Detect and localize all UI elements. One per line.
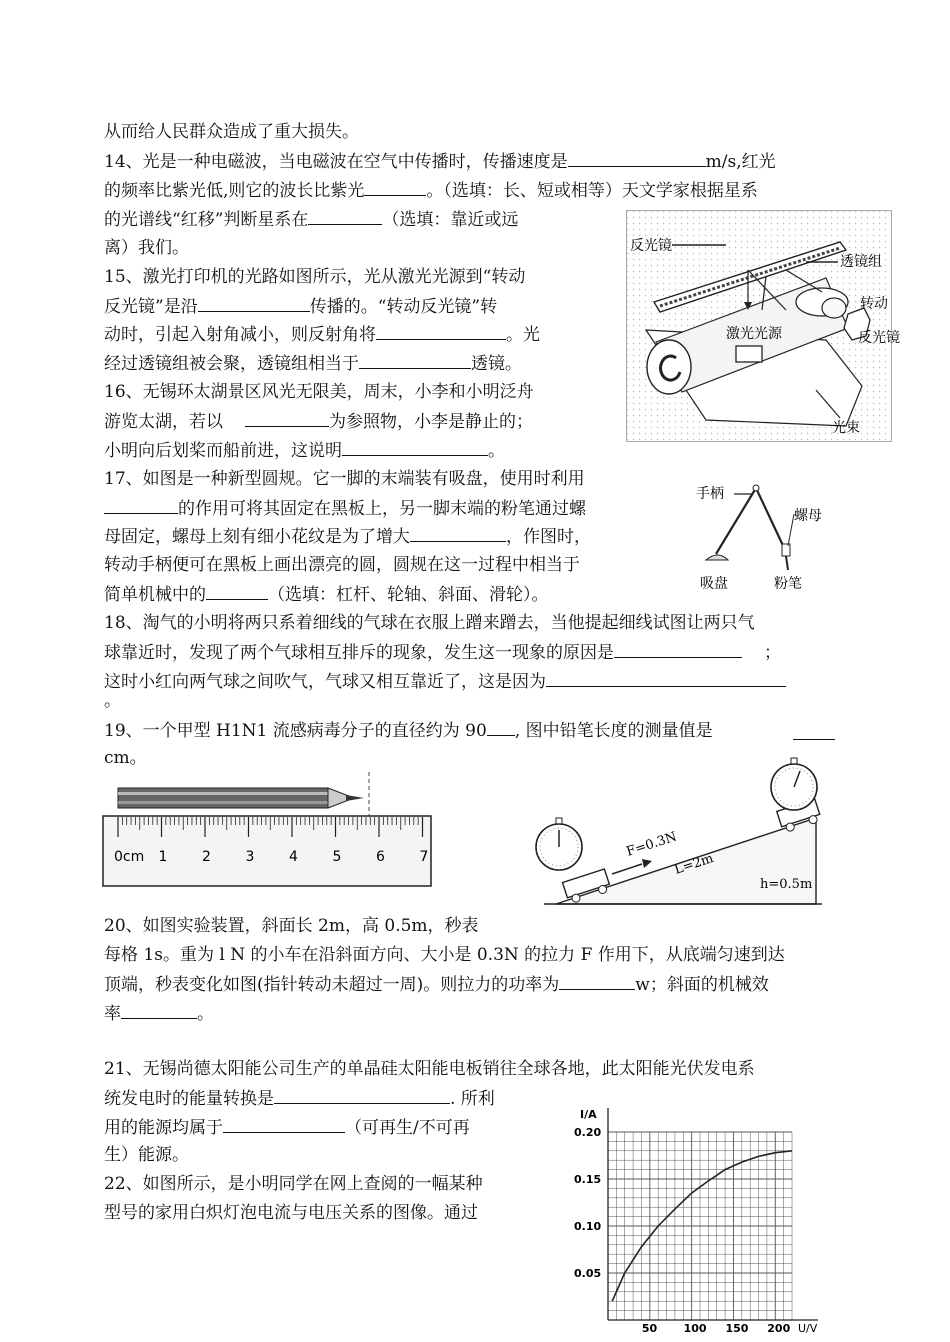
label-reflector: 反光镜 — [630, 238, 672, 254]
ruler-tick-label: 5 — [332, 849, 342, 865]
answer-blank[interactable] — [376, 323, 506, 340]
text-line: 经过透镜组被会聚，透镜组相当于 透镜。 — [104, 354, 522, 374]
answer-blank[interactable] — [364, 179, 426, 196]
ruler-tick-label: 6 — [376, 849, 385, 865]
answer-blank[interactable] — [546, 670, 786, 687]
iu-chart — [560, 1102, 822, 1334]
answer-blank[interactable] — [274, 1087, 450, 1104]
x-axis-label: U/V — [798, 1322, 818, 1335]
answer-blank[interactable] — [121, 1002, 197, 1019]
question-19: 19、一个甲型 H1N1 流感病毒分子的直径约为 90 , 图中铅笔长度的测量值是 — [104, 721, 713, 741]
compass-figure — [690, 480, 840, 592]
text-line: 反光镜”是沿 传播的。“转动反光镜”转 — [104, 297, 498, 317]
text-line: 游览太湖，若以 为参照物，小李是静止的； — [104, 412, 533, 432]
y-tick-label: 0.10 — [574, 1220, 602, 1233]
y-tick-label: 0.05 — [574, 1267, 602, 1280]
ruler-tick-label: 3 — [245, 849, 255, 865]
answer-blank[interactable] — [487, 719, 515, 736]
answer-blank[interactable] — [104, 497, 178, 514]
x-tick-label: 150 — [725, 1322, 749, 1335]
question-15: 15、激光打印机的光路如图所示，光从激光光源到“转动 — [104, 267, 526, 287]
answer-blank[interactable] — [198, 295, 310, 312]
text-line: 从而给人民群众造成了重大损失。 — [104, 122, 359, 142]
incline-figure — [524, 756, 824, 916]
text-line: 简单机械中的 （选填：杠杆、轮轴、斜面、滑轮）。 — [104, 585, 549, 605]
text-line: 这时小红向两气球之间吹气，气球又相互靠近了，这是因为 — [104, 670, 786, 693]
drum-end — [647, 340, 691, 394]
x-tick-label: 100 — [683, 1322, 707, 1335]
text-line: 率 。 — [104, 1004, 214, 1024]
question-22: 22、如图所示，是小明同学在网上查阅的一幅某种 — [104, 1174, 483, 1194]
answer-blank[interactable] — [206, 583, 268, 600]
label-laser-source: 激光光源 — [726, 326, 782, 342]
y-axis-label: I/A — [580, 1108, 597, 1121]
answer-blank[interactable] — [342, 439, 488, 456]
chalk — [786, 556, 788, 570]
nut — [782, 544, 790, 556]
sucker — [706, 555, 728, 560]
ruler-tick-label: 4 — [289, 849, 298, 865]
answer-blank[interactable] — [308, 208, 382, 225]
label-nut: 螺母 — [794, 508, 822, 524]
y-tick-label: 0.20 — [574, 1126, 602, 1139]
label-rotate-reflector: 反光镜 — [858, 330, 900, 346]
laser-source — [736, 346, 762, 362]
x-tick-label: 50 — [641, 1322, 658, 1335]
stopwatch-end — [771, 758, 817, 810]
label-height: h=0.5m — [760, 877, 813, 892]
text-line: 转动手柄便可在黑板上画出漂亮的圆，圆规在这一过程中相当于 — [104, 555, 580, 575]
label-chalk: 粉笔 — [774, 576, 802, 592]
pencil-body — [118, 788, 328, 808]
label-length: L=2m — [672, 851, 716, 878]
pencil-ruler-figure — [102, 768, 434, 888]
answer-blank[interactable] — [793, 723, 835, 740]
stopwatch-start — [536, 818, 582, 870]
question-18: 18、淘气的小明将两只系着细线的气球在衣服上蹭来蹭去，当他提起细线试图让两只气 — [104, 613, 755, 633]
label-force: F=0.3N — [624, 829, 679, 860]
text-line: 的频率比紫光低,则它的波长比紫光 。（选填：长、短或相等）天文学家根据星系 — [104, 181, 758, 201]
text-line: 离）我们。 — [104, 238, 189, 258]
label-rotate: 转动 — [860, 296, 888, 312]
chart-grid — [608, 1132, 792, 1320]
label-sucker: 吸盘 — [700, 576, 728, 592]
text-line: 小明向后划桨而船前进，这说明 。 — [104, 441, 505, 461]
question-17: 17、如图是一种新型圆规。它一脚的末端装有吸盘，使用时利用 — [104, 469, 585, 489]
question-21: 21、无锡尚德太阳能公司生产的单晶硅太阳能电板销往全球各地，此太阳能光伏发电系 — [104, 1059, 755, 1079]
text-line: 的作用可将其固定在黑板上，另一脚末端的粉笔通过螺 — [104, 497, 586, 520]
label-handle: 手柄 — [696, 486, 724, 502]
text-line: 统发电时的能量转换是 . 所利 — [104, 1089, 495, 1109]
x-tick-label: 200 — [767, 1322, 791, 1335]
label-beam: 光束 — [832, 420, 860, 436]
answer-blank[interactable] — [245, 410, 329, 427]
text-line: 顶端，秒表变化如图(指针转动未超过一周)。则拉力的功率为 w；斜面的机械效 — [104, 975, 769, 995]
text-line: 生）能源。 — [104, 1145, 189, 1165]
text-line: 每格 1s。重为 l N 的小车在沿斜面方向、大小是 0.3N 的拉力 F 作用下，从底端匀速到达 — [104, 945, 785, 965]
text-line: 用的能源均属于 （可再生/不可再 — [104, 1118, 470, 1138]
ruler-tick-label: 1 — [158, 849, 168, 865]
force-arrow — [612, 864, 642, 874]
text-line: 动时，引起入射角减小，则反射角将 。光 — [104, 325, 540, 345]
question-14: 14、光是一种电磁波，当电磁波在空气中传播时，传播速度是 m/s,红光 — [104, 152, 776, 172]
y-tick-label: 0.15 — [574, 1173, 602, 1186]
answer-blank[interactable] — [568, 150, 706, 167]
answer-blank[interactable] — [223, 1116, 345, 1133]
question-20: 20、如图实验装置，斜面长 2m，高 0.5m，秒表 — [104, 916, 479, 936]
ruler-tick-label: 7 — [419, 849, 429, 865]
compass-leg-right — [756, 488, 786, 552]
ruler-tick-label: 0cm — [114, 849, 145, 865]
text-line: 球靠近时，发现了两个气球相互排斥的现象，发生这一现象的原因是 ； — [104, 643, 781, 663]
text-line: 的光谱线“红移”判断星系在 （选填：靠近或远 — [104, 210, 519, 230]
answer-blank[interactable] — [410, 525, 506, 542]
text-line: cm。 — [104, 748, 147, 768]
answer-blank[interactable] — [359, 352, 471, 369]
text-line: 型号的家用白炽灯泡电流与电压关系的图像。通过 — [104, 1203, 478, 1223]
answer-blank[interactable] — [559, 973, 635, 990]
ruler-tick-label: 2 — [202, 849, 211, 865]
text-line: 。 — [104, 691, 121, 711]
answer-blank[interactable] — [614, 641, 742, 658]
question-16: 16、无锡环太湖景区风光无限美，周末，小李和小明泛舟 — [104, 382, 534, 402]
label-lens-group: 透镜组 — [840, 254, 882, 270]
text-line: 母固定，螺母上刻有细小花纹是为了增大 ，作图时， — [104, 527, 591, 547]
laser-printer-figure — [626, 210, 900, 442]
